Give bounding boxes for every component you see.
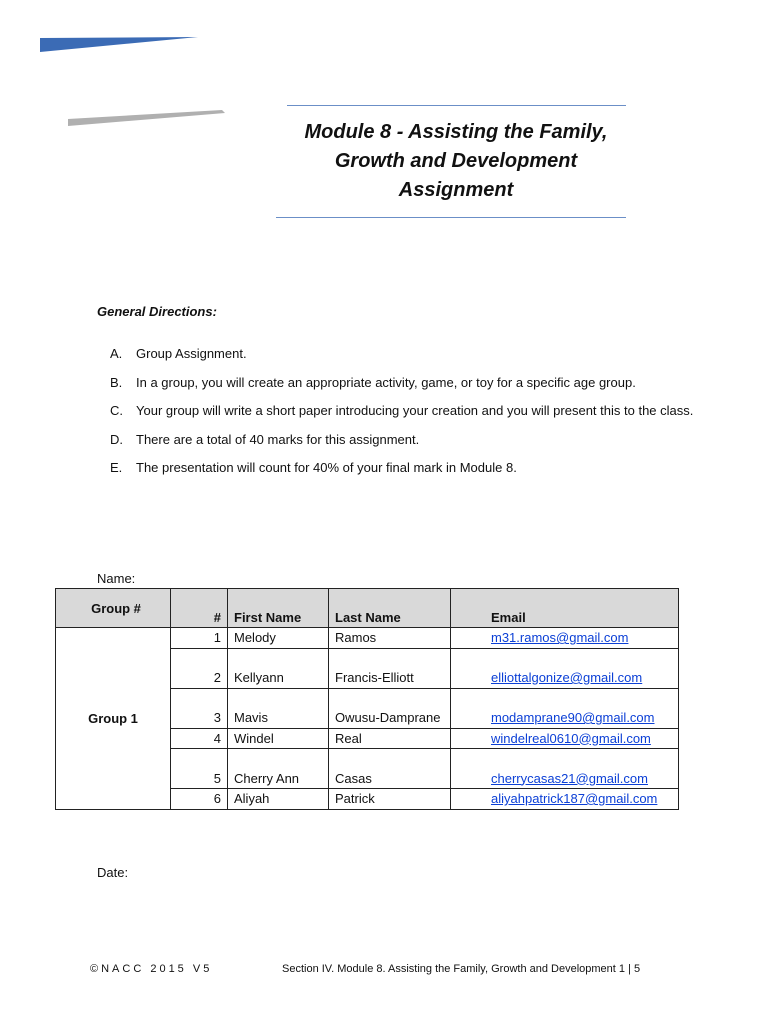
direction-text: In a group, you will create an appropriate activity, game, or toy for a specific age group. — [136, 374, 636, 390]
email-link[interactable]: cherrycasas21@gmail.com — [491, 770, 648, 786]
page-title — [276, 118, 636, 205]
row-number: 4 — [171, 728, 228, 749]
directions-list — [110, 340, 710, 483]
title-top-rule — [287, 105, 626, 106]
first-name-cell: Aliyah — [228, 789, 329, 810]
direction-item — [110, 454, 710, 483]
title-line-1: Module 8 - Assisting the Family, — [304, 121, 608, 143]
last-name-cell: Casas — [329, 749, 451, 789]
first-name-cell: Windel — [228, 728, 329, 749]
email-link[interactable]: elliottalgonize@gmail.com — [491, 670, 643, 685]
email-cell — [451, 648, 679, 688]
first-name-cell: Mavis — [228, 688, 329, 728]
last-name-cell: Ramos — [329, 628, 451, 649]
direction-letter: A. — [110, 346, 123, 361]
email-cell — [451, 688, 679, 728]
last-name-cell: Real — [329, 728, 451, 749]
header-email: Email — [451, 589, 679, 628]
direction-letter: C. — [110, 403, 123, 418]
group-roster-table — [55, 588, 679, 810]
direction-letter: D. — [110, 431, 123, 447]
direction-letter: E. — [110, 460, 123, 475]
first-name-cell: Cherry Ann — [228, 749, 329, 789]
row-number: 2 — [171, 648, 228, 688]
last-name-cell: Patrick — [329, 789, 451, 810]
email-link[interactable]: windelreal0610@gmail.com — [491, 730, 651, 746]
title-line-2: Growth and Development — [334, 150, 578, 172]
table-header-row — [56, 589, 679, 628]
name-label: Name: — [97, 571, 136, 586]
title-bottom-rule — [276, 217, 626, 218]
email-link[interactable]: m31.ramos@gmail.com — [491, 630, 629, 645]
last-name-cell: Owusu-Damprane — [329, 688, 451, 728]
email-cell — [451, 728, 679, 749]
direction-text: Your group will write a short paper introducing your creation and you will present this to the class. — [136, 403, 694, 418]
direction-text: The presentation will count for 40% of your final mark in Module 8. — [136, 460, 517, 475]
footer-copyright: ©NACC 2015 V5 — [90, 963, 213, 975]
direction-item — [110, 426, 710, 455]
header-number: # — [171, 589, 228, 628]
email-link[interactable]: aliyahpatrick187@gmail.com — [491, 791, 658, 806]
row-number: 3 — [171, 688, 228, 728]
email-cell — [451, 749, 679, 789]
title-line-3: Assignment — [398, 179, 514, 201]
header-first-name: First Name — [228, 589, 329, 628]
table-row — [56, 628, 679, 649]
directions-heading: General Directions: — [97, 304, 217, 319]
footer-section-info: Section IV. Module 8. Assisting the Family, Growth and Development 1 | 5 — [282, 963, 641, 975]
direction-letter: B. — [110, 374, 123, 390]
blue-swoosh — [40, 37, 198, 52]
first-name-cell: Kellyann — [228, 648, 329, 688]
header-group: Group # — [56, 589, 171, 628]
group-name-cell: Group 1 — [56, 628, 171, 810]
email-link[interactable]: modamprane90@gmail.com — [491, 710, 655, 725]
direction-item — [110, 340, 710, 369]
direction-text: Group Assignment. — [136, 346, 247, 361]
grey-swoosh — [68, 110, 225, 126]
row-number: 1 — [171, 628, 228, 649]
header-last-name: Last Name — [329, 589, 451, 628]
direction-text: There are a total of 40 marks for this assignment. — [136, 431, 420, 447]
row-number: 6 — [171, 789, 228, 810]
email-cell — [451, 789, 679, 810]
direction-item — [110, 397, 710, 426]
direction-item — [110, 369, 710, 398]
first-name-cell: Melody — [228, 628, 329, 649]
row-number: 5 — [171, 749, 228, 789]
email-cell — [451, 628, 679, 649]
date-label: Date: — [97, 865, 129, 880]
last-name-cell: Francis-Elliott — [329, 648, 451, 688]
header-swoosh-graphic — [0, 0, 240, 140]
